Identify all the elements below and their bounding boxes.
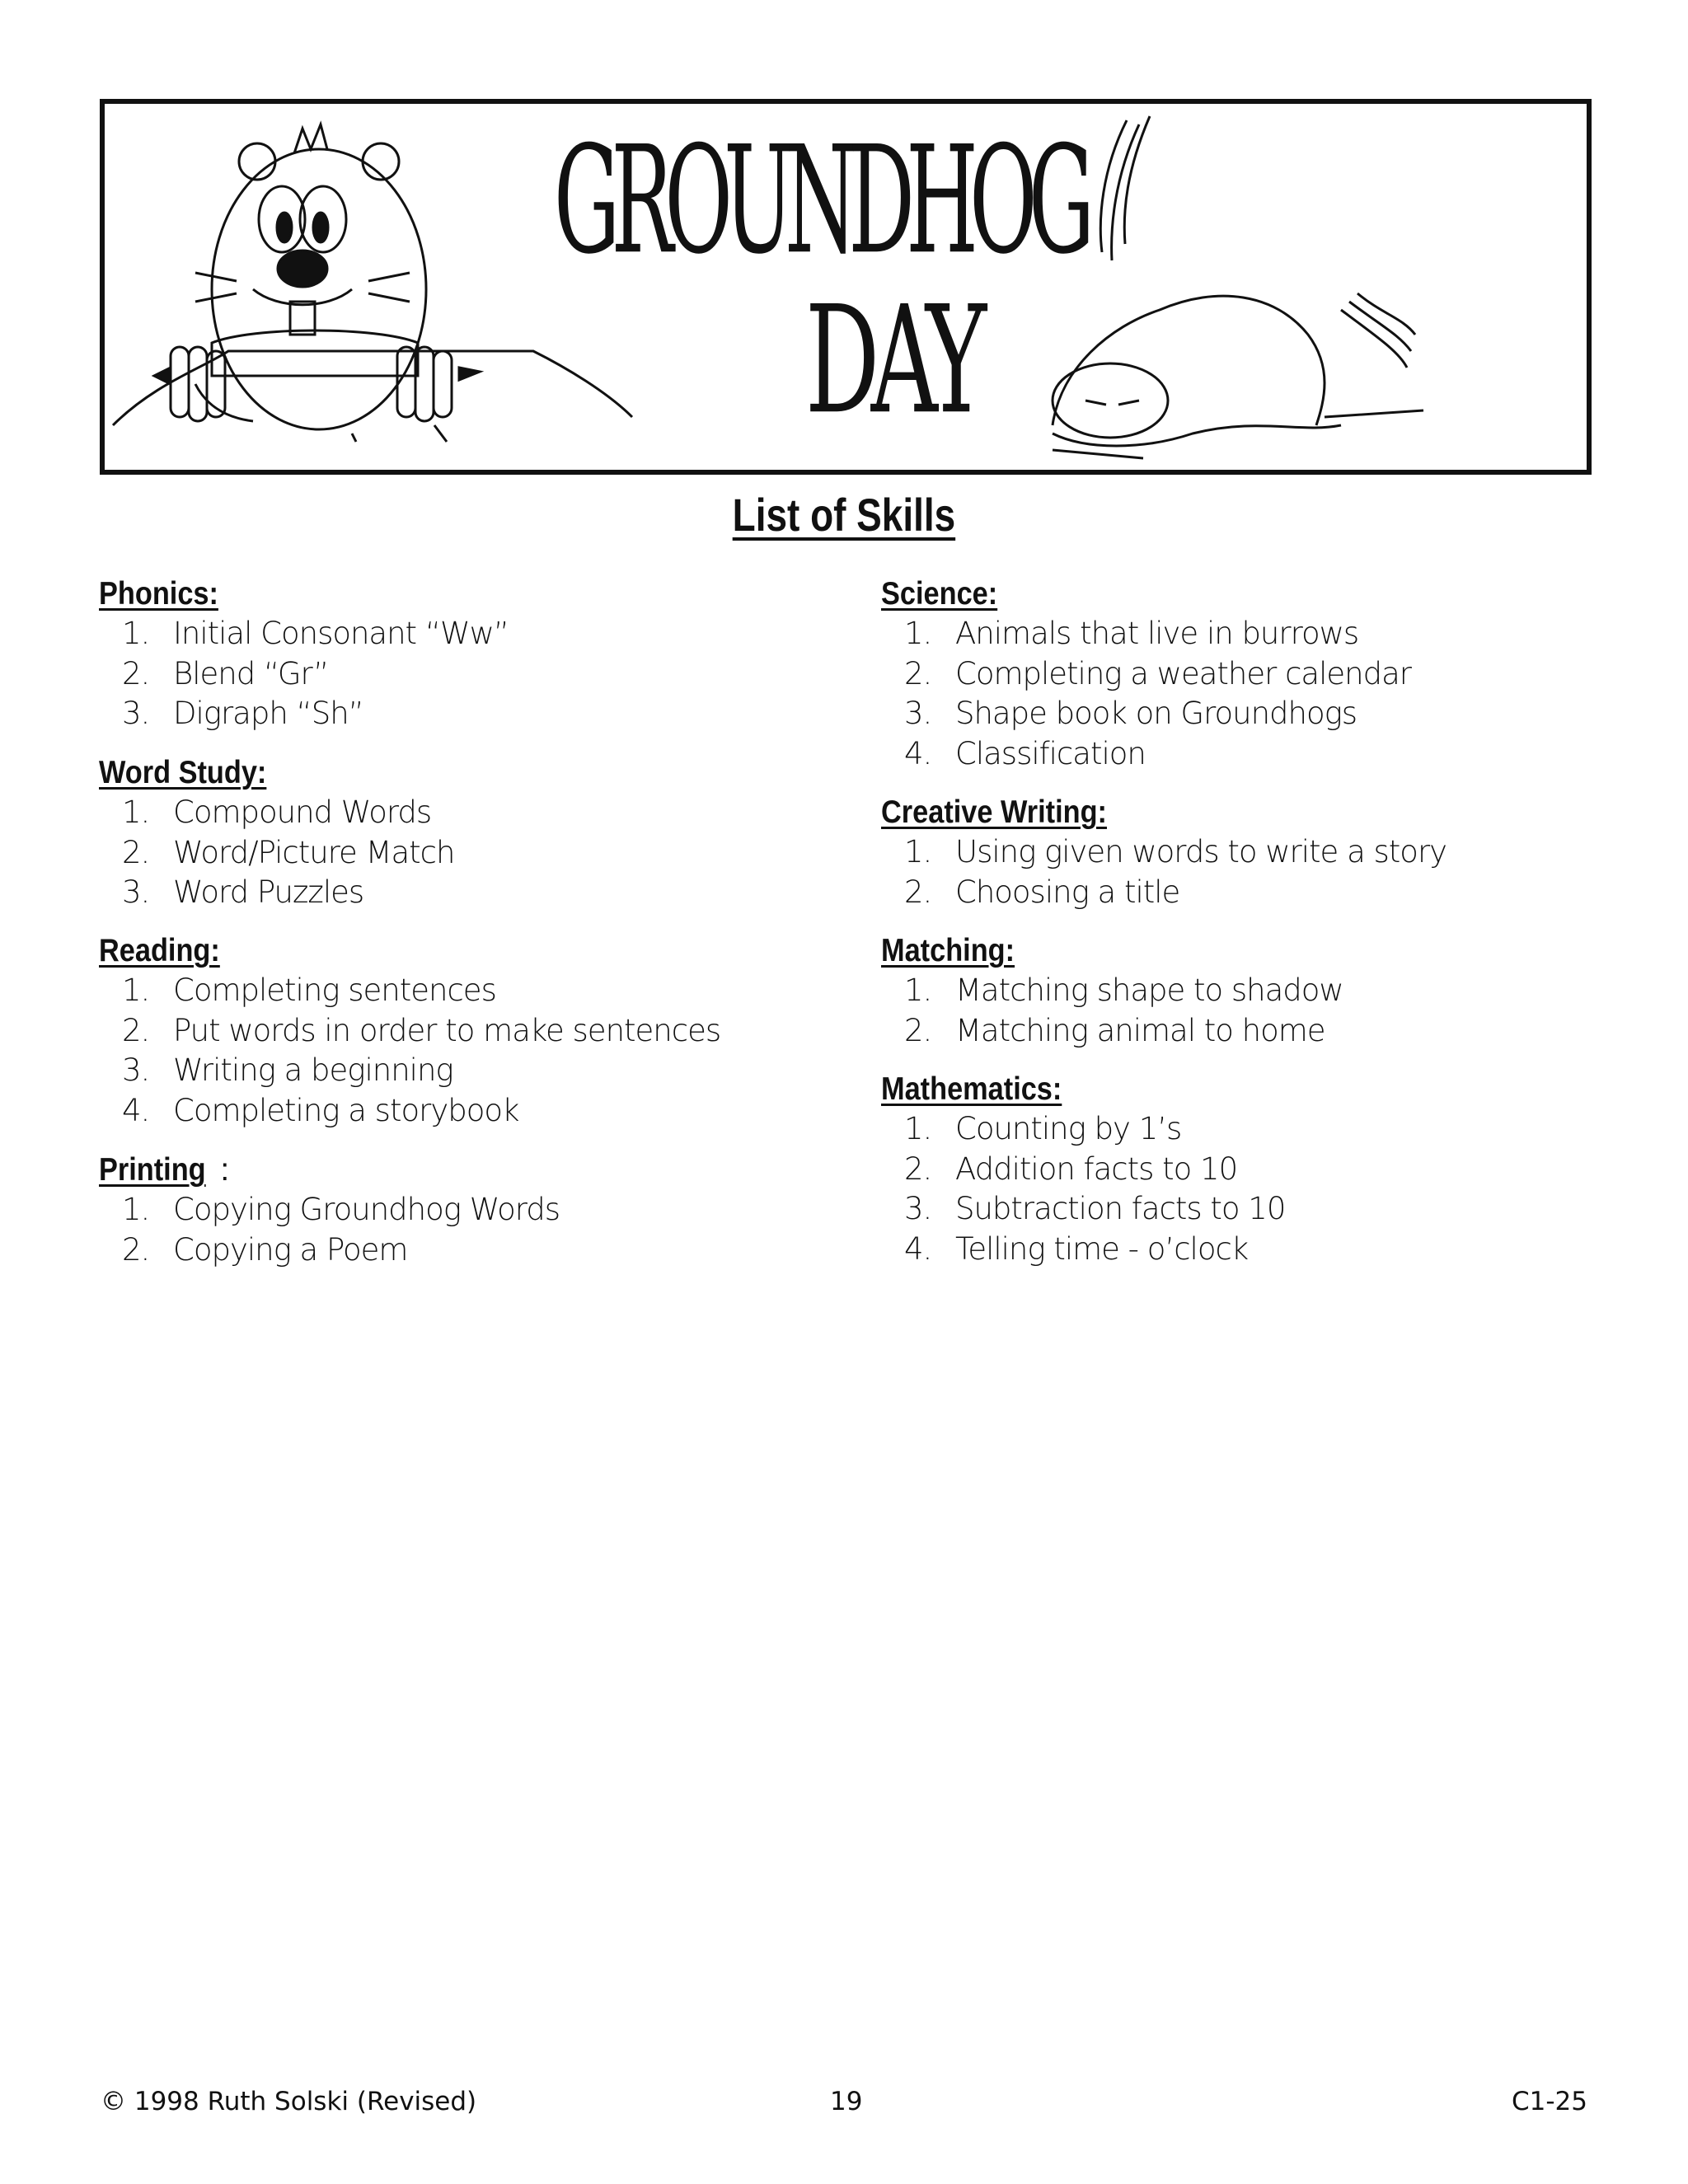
list-item: [881, 654, 1411, 695]
section-heading-text: Reading:: [99, 933, 220, 968]
list-item: [881, 873, 1180, 913]
skill-section: [881, 574, 1411, 774]
skill-section: [881, 931, 1343, 1051]
section-heading-suffix: :: [220, 1152, 230, 1188]
list-item: [881, 1011, 1325, 1052]
section-heading: [881, 931, 1033, 971]
list-item: [881, 971, 1343, 1011]
list-item: [99, 833, 455, 874]
list-item: [881, 614, 1359, 654]
item-number: 2.: [904, 1151, 932, 1187]
item-number: 4.: [904, 735, 932, 771]
footer-page-number: 19: [830, 2087, 863, 2116]
header-banner: [100, 99, 1592, 475]
section-heading-text: Printing: [99, 1152, 206, 1188]
item-text: Compound Words: [173, 794, 432, 830]
item-number: 2.: [122, 834, 150, 870]
list-item: [881, 1150, 1238, 1190]
item-number: 1.: [904, 1111, 932, 1146]
item-text: Word Puzzles: [173, 874, 364, 910]
section-heading: [99, 753, 289, 793]
item-text: Subtraction facts to 10: [955, 1191, 1286, 1226]
item-text: Put words in order to make sentences: [173, 1012, 721, 1048]
item-text: Completing a storybook: [173, 1092, 519, 1128]
item-text: Blend “Gr”: [173, 655, 329, 691]
footer-copyright: © 1998 Ruth Solski (Revised): [101, 2087, 477, 2116]
item-number: 4.: [904, 1230, 932, 1267]
item-number: 1.: [122, 972, 150, 1008]
list-item: [881, 694, 1357, 734]
section-heading-text: Matching:: [881, 933, 1015, 968]
list-item: [881, 1230, 1249, 1270]
section-heading-text: Science:: [881, 576, 998, 612]
list-item: [881, 832, 1447, 873]
skill-section: [99, 931, 721, 1131]
list-item: [99, 1230, 408, 1271]
footer-code: C1-25: [1511, 2087, 1587, 2116]
section-heading: [881, 793, 1137, 832]
list-item: [99, 1051, 453, 1091]
item-text: Matching animal to home: [955, 1012, 1325, 1048]
item-text: Using given words to write a story: [955, 834, 1447, 869]
item-text: Animals that live in burrows: [955, 616, 1359, 651]
item-number: 2.: [122, 1231, 150, 1268]
item-text: Telling time - o’clock: [955, 1230, 1249, 1267]
item-text: Counting by 1’s: [955, 1111, 1182, 1146]
item-text: Addition facts to 10: [955, 1151, 1238, 1187]
skill-section: [99, 1151, 560, 1270]
section-heading: [881, 1070, 1086, 1109]
skill-section: [881, 1070, 1286, 1269]
item-text: Classification: [955, 735, 1146, 771]
item-number: 1.: [122, 794, 150, 830]
item-number: 1.: [904, 834, 932, 869]
section-heading-text: Phonics:: [99, 576, 218, 612]
item-number: 2.: [904, 1012, 932, 1048]
item-text: Word/Picture Match: [173, 834, 455, 870]
list-item: [99, 971, 496, 1011]
banner-title-day: DAY: [805, 274, 978, 448]
item-number: 2.: [122, 1012, 150, 1048]
section-heading-text: Creative Writing:: [881, 794, 1107, 830]
item-text: Completing sentences: [173, 972, 496, 1008]
item-text: Shape book on Groundhogs: [955, 696, 1357, 731]
item-number: 3.: [904, 696, 932, 731]
item-number: 2.: [904, 655, 932, 691]
list-item: [99, 1190, 560, 1230]
item-text: Completing a weather calendar: [955, 655, 1411, 691]
skill-section: [881, 793, 1447, 912]
item-number: 3.: [122, 874, 150, 910]
section-heading: [881, 574, 1013, 614]
item-number: 1.: [904, 616, 932, 651]
item-number: 1.: [904, 972, 932, 1008]
section-heading: [99, 574, 235, 614]
list-item: [99, 873, 364, 913]
item-number: 1.: [122, 616, 150, 651]
section-heading: [99, 1151, 229, 1190]
skill-section: [99, 753, 455, 913]
list-item: [99, 1091, 519, 1132]
page-title: [0, 488, 1688, 541]
item-number: 3.: [122, 696, 150, 731]
groundhog-sleeping-image: [1053, 116, 1423, 458]
list-item: [99, 1011, 721, 1052]
item-number: 1.: [122, 1192, 150, 1227]
list-item: [99, 614, 509, 654]
skill-section: [99, 574, 509, 734]
section-heading-text: Mathematics:: [881, 1071, 1062, 1107]
list-item: [881, 1189, 1286, 1230]
list-item: [99, 654, 329, 695]
list-item: [881, 734, 1146, 775]
item-text: Choosing a title: [955, 874, 1180, 910]
list-item: [99, 694, 363, 734]
item-number: 2.: [122, 655, 150, 691]
item-number: 4.: [122, 1092, 150, 1128]
list-item: [99, 793, 432, 833]
page-title-text: List of Skills: [732, 489, 956, 541]
list-item: [881, 1109, 1182, 1150]
section-heading: [99, 931, 237, 971]
item-text: Digraph “Sh”: [173, 696, 363, 731]
item-text: Initial Consonant “Ww”: [173, 616, 509, 651]
section-heading-text: Word Study:: [99, 755, 267, 790]
item-number: 3.: [904, 1191, 932, 1226]
item-number: 2.: [904, 874, 932, 910]
banner-title-groundhog: GROUNDHOG: [554, 115, 1086, 288]
item-text: Matching shape to shadow: [955, 972, 1343, 1008]
item-number: 3.: [122, 1052, 150, 1088]
item-text: Copying Groundhog Words: [173, 1192, 560, 1227]
item-text: Copying a Poem: [173, 1231, 408, 1268]
item-text: Writing a beginning: [173, 1052, 453, 1088]
